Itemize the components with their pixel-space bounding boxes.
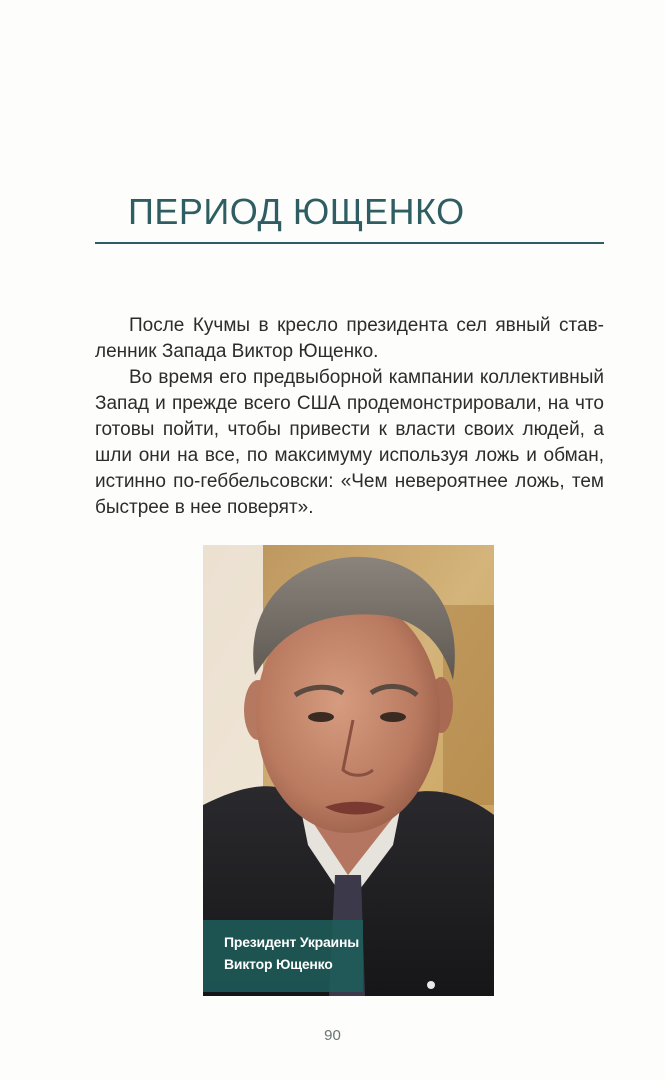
caption-title: Президент Украины [224,934,359,950]
paragraph-2: Во время его предвыборной кампании коллективный Запад и прежде всего США продемонстрировали, на что готовы пойти, чтобы привести к власти своих людей, а шли они на все, по максимуму используя ложь и обман, истинно по-геббельсовски: «Чем невероятнее ложь, тем быстрее в нее поверят». [95,367,604,518]
portrait-photo [203,545,494,996]
caption-name: Виктор Ющенко [224,956,333,972]
photo-caption [203,920,363,992]
body-text [95,313,604,521]
chapter-title: ПЕРИОД ЮЩЕНКО [128,191,465,232]
paragraph-1: После Кучмы в кресло президента сел явный став-ленник Запада Виктор Ющенко. [95,315,604,362]
page-number: 90 [324,1027,341,1044]
title-divider [95,242,604,244]
